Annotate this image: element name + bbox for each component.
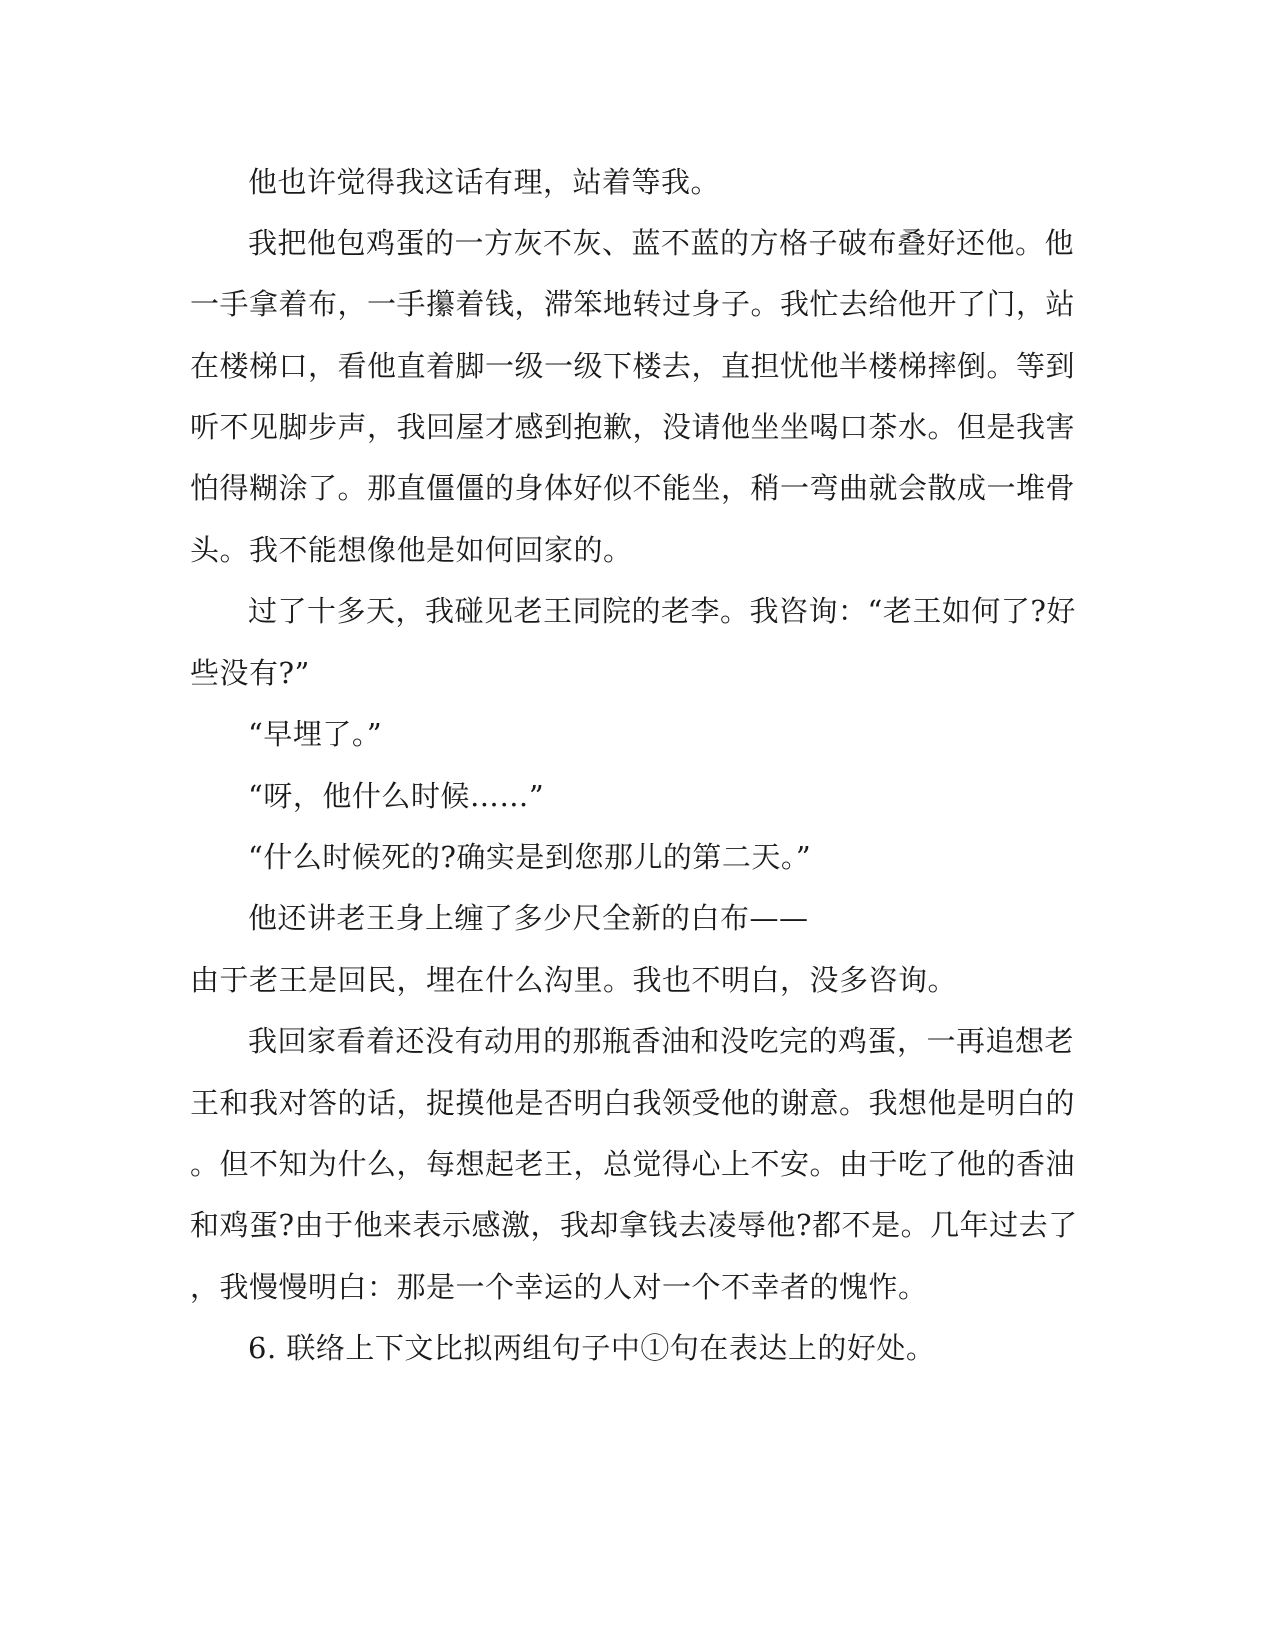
- text-line: 我把他包鸡蛋的一方灰不灰、蓝不蓝的方格子破布叠好还他。他: [248, 226, 1075, 260]
- text-line: 和鸡蛋?由于他来表示感激，我却拿钱去凌辱他?都不是。几年过去了: [190, 1208, 1078, 1242]
- text-line: “什么时候死的?确实是到您那儿的第二天。”: [248, 840, 812, 874]
- text-line: 在楼梯口，看他直着脚一级一级下楼去，直担忧他半楼梯摔倒。等到: [190, 349, 1076, 383]
- text-line: “呀，他什么时候……”: [248, 779, 545, 813]
- text-line: “早埋了。”: [248, 717, 383, 751]
- text-line: 头。我不能想像他是如何回家的。: [190, 533, 633, 567]
- text-line: 他也许觉得我这话有理，站着等我。: [248, 165, 721, 199]
- question-line: 6. 联络上下文比拟两组句子中①句在表达上的好处。: [248, 1331, 936, 1365]
- text-line: 我回家看着还没有动用的那瓶香油和没吃完的鸡蛋，一再追想老: [248, 1024, 1075, 1058]
- text-line: 他还讲老王身上缠了多少尺全新的白布——: [248, 901, 809, 935]
- text-line: ，我慢慢明白：那是一个幸运的人对一个不幸者的愧怍。: [190, 1270, 928, 1304]
- text-line: 。但不知为什么，每想起老王，总觉得心上不安。由于吃了他的香油: [190, 1147, 1076, 1181]
- text-line: 怕得糊涂了。那直僵僵的身体好似不能坐，稍一弯曲就会散成一堆骨: [190, 471, 1076, 505]
- text-line: 过了十多天，我碰见老王同院的老李。我咨询：“老王如何了?好: [248, 594, 1076, 628]
- text-line: 王和我对答的话，捉摸他是否明白我领受他的谢意。我想他是明白的: [190, 1086, 1076, 1120]
- text-line: 些没有?”: [190, 656, 310, 690]
- text-line: 一手拿着布，一手攥着钱，滞笨地转过身子。我忙去给他开了门，站: [190, 287, 1076, 321]
- text-line: 听不见脚步声，我回屋才感到抱歉，没请他坐坐喝口茶水。但是我害: [190, 410, 1076, 444]
- text-line: 由于老王是回民，埋在什么沟里。我也不明白，没多咨询。: [190, 963, 958, 997]
